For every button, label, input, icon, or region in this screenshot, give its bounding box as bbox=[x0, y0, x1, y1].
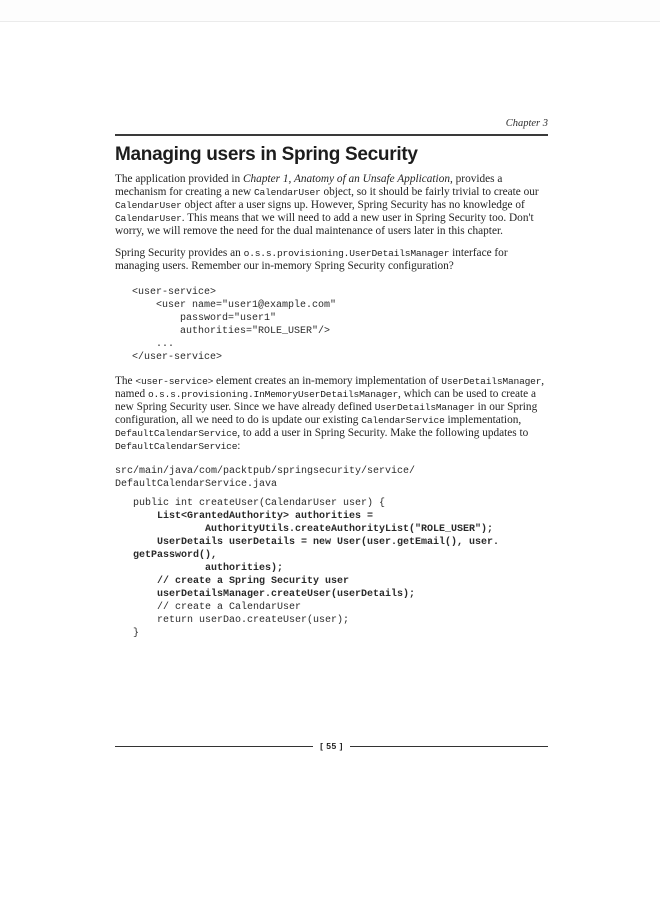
text-segment: in our Spring configuration, all we need to do is update our existing bbox=[115, 401, 538, 426]
text-segment: object after a user signs up. However, Spring Security has no knowledge of bbox=[181, 199, 525, 211]
text-segment: The bbox=[115, 375, 136, 387]
text-segment: Spring Security provides an bbox=[115, 247, 244, 259]
code-line: DefaultCalendarService.java bbox=[115, 479, 278, 490]
running-header bbox=[115, 118, 548, 136]
text-segment: o.s.s.provisioning.UserDetailsManager bbox=[243, 248, 450, 259]
code-line: AuthorityUtils.createAuthorityList("ROLE_USER"); bbox=[133, 524, 494, 535]
paragraph-in-memory-implementation bbox=[115, 375, 548, 453]
text-segment: The application provided in bbox=[115, 173, 243, 185]
code-line: getPassword(), bbox=[133, 550, 218, 561]
text-segment: <user-service> bbox=[135, 376, 214, 387]
text-segment: Chapter 1, Anatomy of an Unsafe Application, bbox=[243, 173, 453, 185]
text-segment: element creates an in-memory implementation of bbox=[213, 375, 442, 387]
text-segment: provides a mechanism for creating a new bbox=[115, 173, 503, 198]
text-segment: : bbox=[237, 440, 241, 452]
code-line: authorities="ROLE_USER"/> bbox=[132, 326, 331, 337]
code-block-java-create-user bbox=[115, 497, 548, 640]
code-line: ... bbox=[132, 339, 175, 350]
code-line: } bbox=[133, 628, 140, 639]
text-segment: . This means that we will need to add a new user in Spring Security too. Don't worry, we will remove the need for the dual maintenance of users later in this chapter. bbox=[115, 212, 534, 237]
page-footer bbox=[115, 741, 548, 751]
code-line: authorities); bbox=[133, 563, 284, 574]
text-segment: , named bbox=[115, 375, 545, 400]
page-title: Managing users in Spring Security bbox=[115, 144, 418, 165]
text-segment: UserDetailsManager bbox=[374, 402, 475, 413]
code-block-xml-user-service bbox=[115, 286, 548, 364]
code-line: // create a Spring Security user bbox=[133, 576, 350, 587]
code-line: return userDao.createUser(user); bbox=[133, 615, 350, 626]
code-line: public int createUser(CalendarUser user) { bbox=[133, 498, 386, 509]
text-segment: , which can be used to create a new Spring Security user. Since we have already defined bbox=[115, 388, 537, 413]
page-number-label: [ 55 ] bbox=[320, 741, 343, 751]
code-line: userDetailsManager.createUser(userDetails); bbox=[133, 589, 416, 600]
footer-rule-right bbox=[350, 746, 548, 747]
text-segment: CalendarUser bbox=[115, 200, 182, 211]
code-line: UserDetails userDetails = new User(user.getEmail(), user. bbox=[133, 537, 500, 548]
chapter-label: Chapter 3 bbox=[505, 118, 548, 129]
file-path-block bbox=[115, 465, 548, 491]
code-line: password="user1" bbox=[132, 313, 277, 324]
code-line: // create a CalendarUser bbox=[133, 602, 302, 613]
code-line: <user-service> bbox=[132, 287, 217, 298]
paragraph-userdetailsmanager bbox=[115, 247, 548, 273]
text-segment: interface for managing users. Remember our in-memory Spring Security configuration? bbox=[115, 247, 508, 272]
text-segment: , to add a user in Spring Security. Make the following updates to bbox=[237, 427, 529, 439]
code-line: src/main/java/com/packtpub/springsecurity/service/ bbox=[115, 466, 416, 477]
text-segment: CalendarUser bbox=[253, 187, 321, 198]
text-segment: CalendarService bbox=[361, 415, 445, 426]
text-segment: UserDetailsManager bbox=[441, 376, 542, 387]
code-line: <user name="user1@example.com" bbox=[132, 300, 337, 311]
text-segment: CalendarUser bbox=[115, 213, 182, 224]
code-line: List<GrantedAuthority> authorities = bbox=[133, 511, 374, 522]
paragraph-intro bbox=[115, 173, 548, 238]
footer-rule-left bbox=[115, 746, 313, 747]
text-segment: DefaultCalendarService bbox=[115, 428, 238, 439]
code-line: </user-service> bbox=[132, 352, 223, 363]
text-segment: DefaultCalendarService bbox=[115, 441, 238, 452]
text-segment: object, so it should be fairly trivial to create our bbox=[320, 186, 539, 198]
text-segment: implementation, bbox=[444, 414, 522, 426]
text-segment: o.s.s.provisioning.InMemoryUserDetailsManager bbox=[147, 389, 399, 400]
